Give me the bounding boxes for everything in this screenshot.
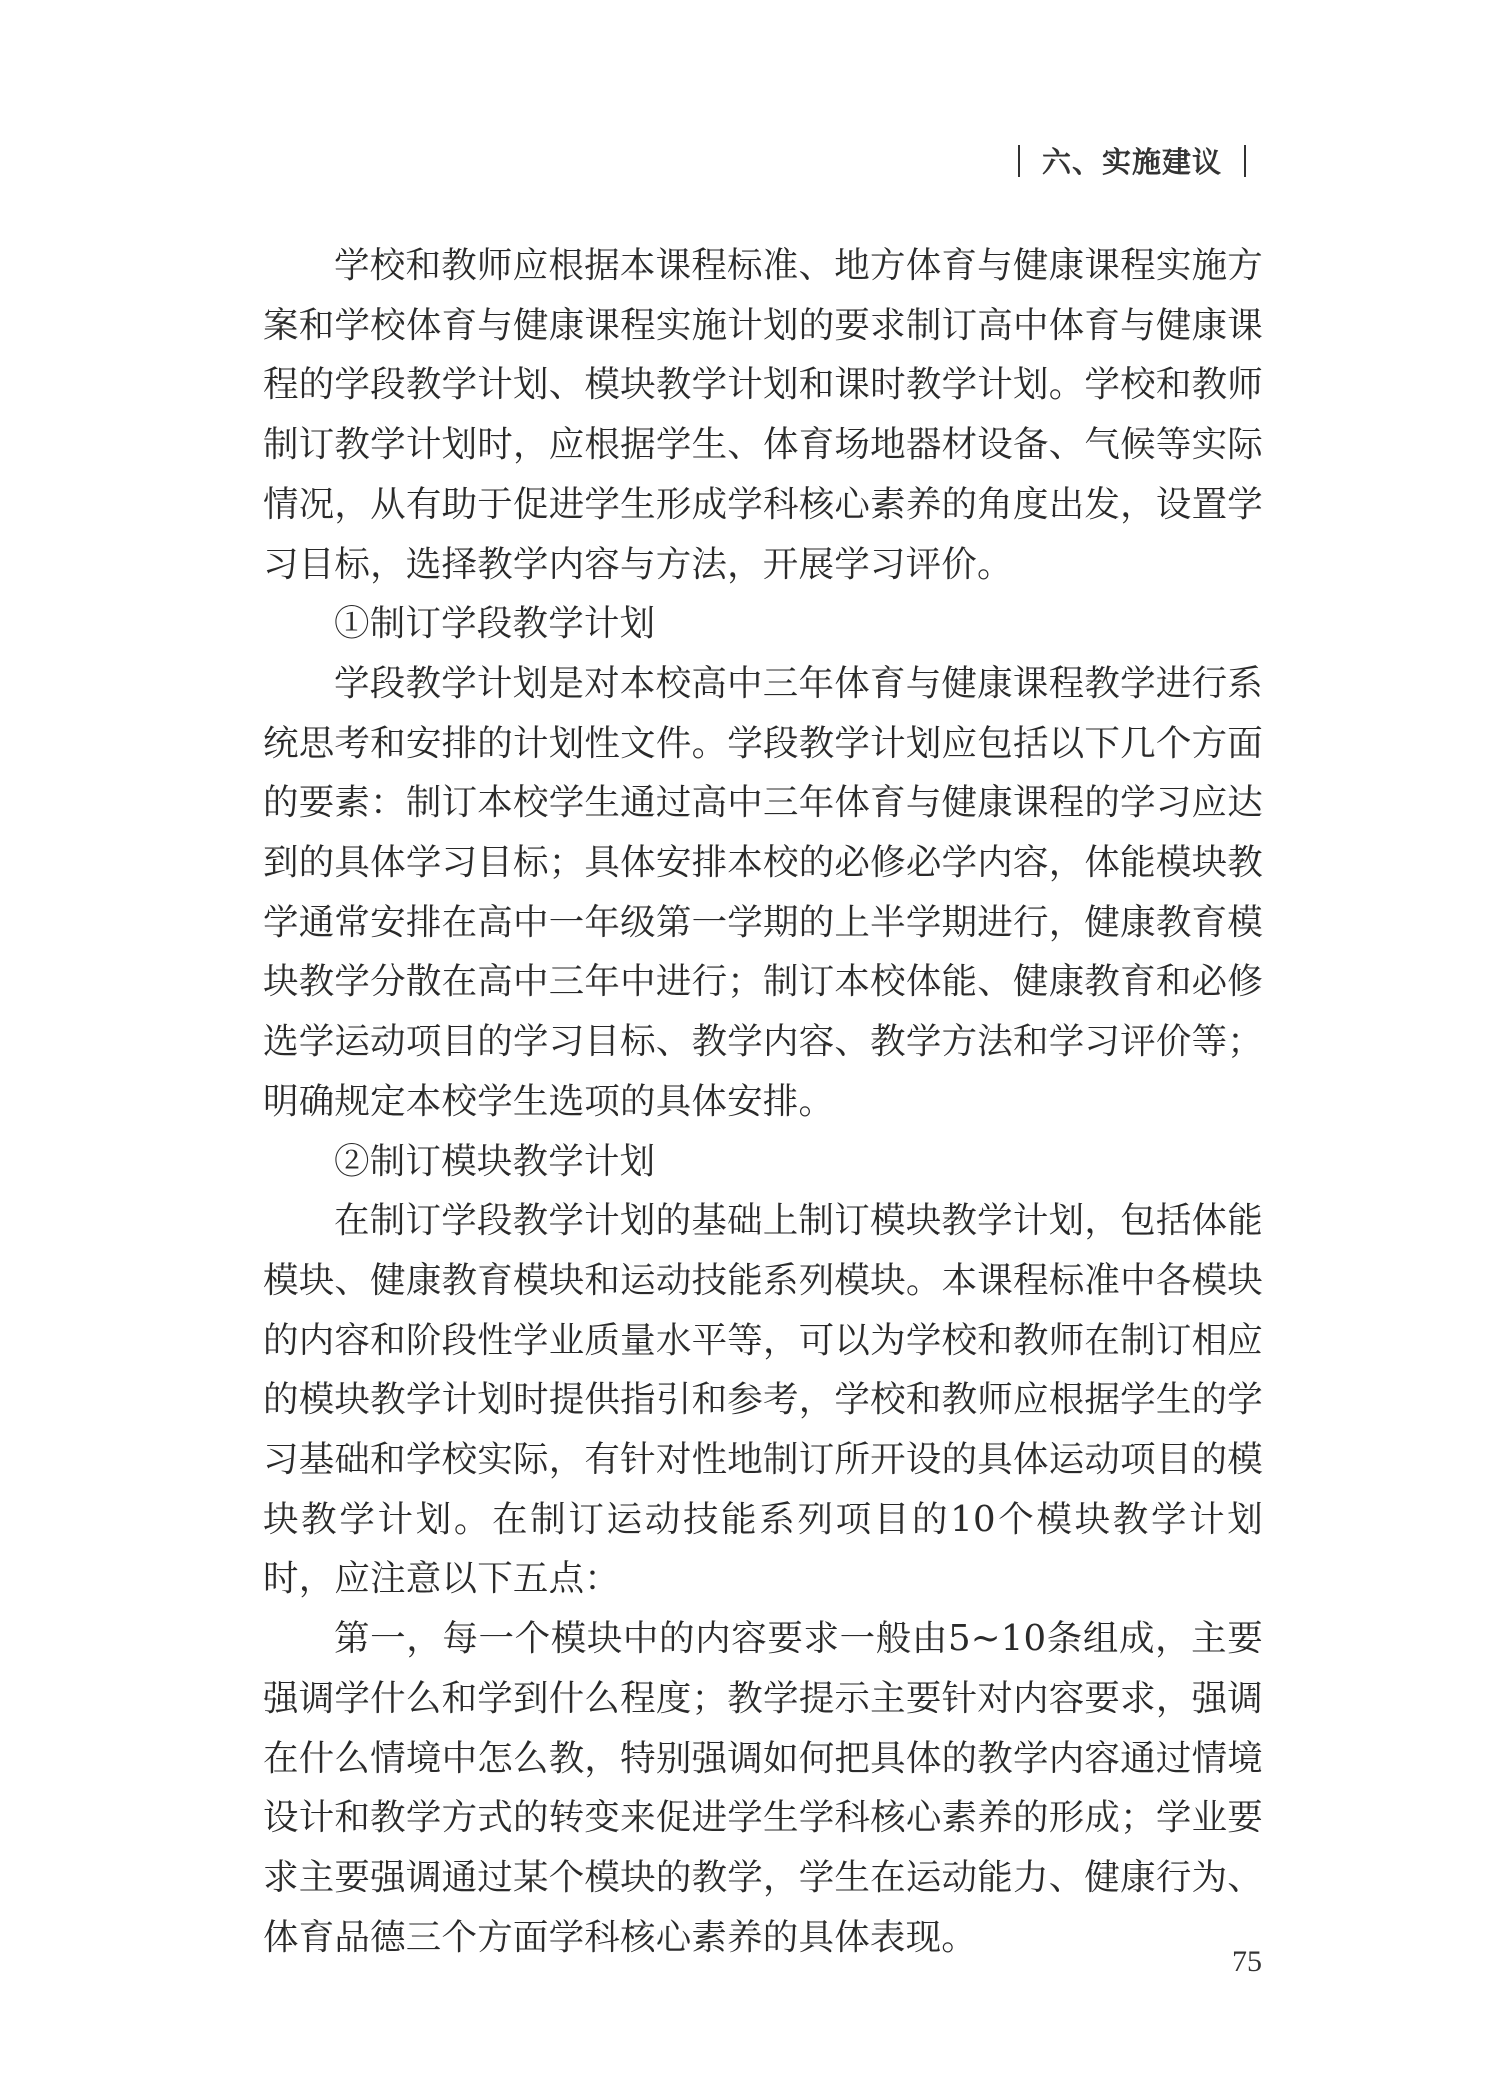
- page-number: 75: [1232, 1945, 1262, 1978]
- section-title: 六、实施建议: [1041, 145, 1222, 179]
- header-divider-left: [1018, 145, 1020, 177]
- subheading-stage-plan: ①制订学段教学计划: [334, 603, 656, 645]
- paragraph-point-one: 第一，每一个模块中的内容要求一般由5~10条组成，主要强调学什么和学到什么程度；教学提示主要针对内容要求，强调在什么情境中怎么教，特别强调如何把具体的教学内容通过情境设计和教学方式的转变来促进学生学科核心素养的形成；学业要求主要强调通过某个模块的教学，学生在运动能力、健康行为、体育品德三个方面学科核心素养的具体表现。: [263, 1618, 1263, 1958]
- paragraph-stage-plan: 学段教学计划是对本校高中三年体育与健康课程教学进行系统思考和安排的计划性文件。学段教学计划应包括以下几个方面的要素：制订本校学生通过高中三年体育与健康课程的学习应达到的具体学习目标；具体安排本校的必修必学内容，体能模块教学通常安排在高中一年级第一学期的上半学期进行，健康教育模块教学分散在高中三年中进行；制订本校体能、健康教育和必修选学运动项目的学习目标、教学内容、教学方法和学习评价等；明确规定本校学生选项的具体安排。: [263, 662, 1263, 1122]
- body-text: [263, 236, 1263, 1967]
- paragraph-module-plan: 在制订学段教学计划的基础上制订模块教学计划，包括体能模块、健康教育模块和运动技能系列模块。本课程标准中各模块的内容和阶段性学业质量水平等，可以为学校和教师在制订相应的模块教学计划时提供指引和参考，学校和教师应根据学生的学习基础和学校实际，有针对性地制订所开设的具体运动项目的模块教学计划。在制订运动技能系列项目的10个模块教学计划时，应注意以下五点：: [263, 1200, 1263, 1600]
- subheading-module-plan: ②制订模块教学计划: [334, 1140, 656, 1182]
- running-header: [996, 140, 1268, 181]
- paragraph-intro: 学校和教师应根据本课程标准、地方体育与健康课程实施方案和学校体育与健康课程实施计划的要求制订高中体育与健康课程的学段教学计划、模块教学计划和课时教学计划。学校和教师制订教学计划时，应根据学生、体育场地器材设备、气候等实际情况，从有助于促进学生形成学科核心素养的角度出发，设置学习目标，选择教学内容与方法，开展学习评价。: [263, 245, 1263, 585]
- header-divider-right: [1244, 145, 1246, 177]
